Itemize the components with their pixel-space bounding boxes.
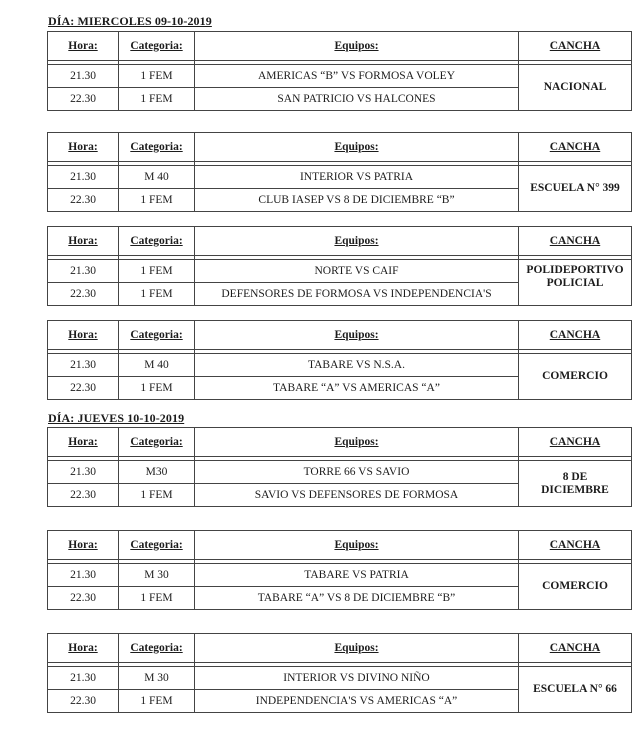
categoria-cell: M 30 xyxy=(119,667,195,690)
day-title-miercoles: DÍA: MIERCOLES 09-10-2019 xyxy=(48,14,212,28)
categoria-cell: 1 FEM xyxy=(119,189,195,212)
equipos-cell: TORRE 66 VS SAVIO xyxy=(195,461,519,484)
cancha-header: CANCHA xyxy=(519,227,632,256)
categoria-header: Categoria: xyxy=(119,32,195,61)
cancha-cell: ESCUELA N° 399 xyxy=(519,166,632,212)
cancha-header: CANCHA xyxy=(519,428,632,457)
schedule-table xyxy=(47,132,632,212)
cancha-cell: COMERCIO xyxy=(519,354,632,400)
hora-header: Hora: xyxy=(48,227,119,256)
header-row xyxy=(48,227,632,256)
hora-header: Hora: xyxy=(48,133,119,162)
categoria-cell: 1 FEM xyxy=(119,690,195,713)
cancha-header: CANCHA xyxy=(519,634,632,663)
hora-cell: 21.30 xyxy=(48,166,119,189)
categoria-header: Categoria: xyxy=(119,133,195,162)
hora-cell: 22.30 xyxy=(48,88,119,111)
categoria-cell: 1 FEM xyxy=(119,587,195,610)
cancha-header: CANCHA xyxy=(519,321,632,350)
hora-cell: 21.30 xyxy=(48,65,119,88)
cancha-header: CANCHA xyxy=(519,133,632,162)
categoria-cell: M30 xyxy=(119,461,195,484)
schedule-table xyxy=(47,427,632,507)
equipos-header: Equipos: xyxy=(195,321,519,350)
hora-cell: 22.30 xyxy=(48,283,119,306)
equipos-cell: TABARE “A” VS AMERICAS “A” xyxy=(195,377,519,400)
categoria-cell: 1 FEM xyxy=(119,260,195,283)
table-row xyxy=(48,667,632,690)
equipos-cell: SAVIO VS DEFENSORES DE FORMOSA xyxy=(195,484,519,507)
cancha-cell: ESCUELA N° 66 xyxy=(519,667,632,713)
cancha-header: CANCHA xyxy=(519,32,632,61)
hora-header: Hora: xyxy=(48,634,119,663)
cancha-cell: 8 DE DICIEMBRE xyxy=(519,461,632,507)
hora-cell: 22.30 xyxy=(48,377,119,400)
header-row xyxy=(48,133,632,162)
header-row xyxy=(48,634,632,663)
categoria-cell: M 40 xyxy=(119,166,195,189)
cancha-cell: COMERCIO xyxy=(519,564,632,610)
hora-cell: 21.30 xyxy=(48,564,119,587)
hora-header: Hora: xyxy=(48,321,119,350)
hora-cell: 21.30 xyxy=(48,461,119,484)
categoria-cell: M 40 xyxy=(119,354,195,377)
categoria-header: Categoria: xyxy=(119,531,195,560)
table-row xyxy=(48,65,632,88)
categoria-cell: 1 FEM xyxy=(119,484,195,507)
day-title-jueves: DÍA: JUEVES 10-10-2019 xyxy=(48,411,185,425)
equipos-cell: INTERIOR VS DIVINO NIÑO xyxy=(195,667,519,690)
hora-header: Hora: xyxy=(48,531,119,560)
hora-cell: 22.30 xyxy=(48,587,119,610)
schedule-table xyxy=(47,530,632,610)
equipos-header: Equipos: xyxy=(195,32,519,61)
equipos-cell: CLUB IASEP VS 8 DE DICIEMBRE “B” xyxy=(195,189,519,212)
schedule-table xyxy=(47,320,632,400)
equipos-cell: TABARE VS N.S.A. xyxy=(195,354,519,377)
hora-cell: 21.30 xyxy=(48,667,119,690)
schedule-table xyxy=(47,31,632,111)
header-row xyxy=(48,428,632,457)
hora-cell: 22.30 xyxy=(48,484,119,507)
equipos-cell: SAN PATRICIO VS HALCONES xyxy=(195,88,519,111)
categoria-cell: 1 FEM xyxy=(119,283,195,306)
equipos-cell: INTERIOR VS PATRIA xyxy=(195,166,519,189)
categoria-header: Categoria: xyxy=(119,227,195,256)
categoria-cell: 1 FEM xyxy=(119,65,195,88)
categoria-cell: M 30 xyxy=(119,564,195,587)
hora-cell: 22.30 xyxy=(48,189,119,212)
hora-header: Hora: xyxy=(48,32,119,61)
table-row xyxy=(48,354,632,377)
equipos-cell: INDEPENDENCIA'S VS AMERICAS “A” xyxy=(195,690,519,713)
table-row xyxy=(48,564,632,587)
categoria-cell: 1 FEM xyxy=(119,377,195,400)
cancha-cell: NACIONAL xyxy=(519,65,632,111)
cancha-cell: POLIDEPORTIVO POLICIAL xyxy=(519,260,632,306)
header-row xyxy=(48,321,632,350)
equipos-header: Equipos: xyxy=(195,133,519,162)
hora-header: Hora: xyxy=(48,428,119,457)
schedule-table xyxy=(47,633,632,713)
hora-cell: 22.30 xyxy=(48,690,119,713)
equipos-cell: TABARE “A” VS 8 DE DICIEMBRE “B” xyxy=(195,587,519,610)
equipos-cell: AMERICAS “B” VS FORMOSA VOLEY xyxy=(195,65,519,88)
categoria-cell: 1 FEM xyxy=(119,88,195,111)
equipos-cell: TABARE VS PATRIA xyxy=(195,564,519,587)
hora-cell: 21.30 xyxy=(48,260,119,283)
table-row xyxy=(48,260,632,283)
hora-cell: 21.30 xyxy=(48,354,119,377)
cancha-header: CANCHA xyxy=(519,531,632,560)
categoria-header: Categoria: xyxy=(119,321,195,350)
equipos-cell: NORTE VS CAIF xyxy=(195,260,519,283)
header-row xyxy=(48,531,632,560)
equipos-header: Equipos: xyxy=(195,531,519,560)
table-row xyxy=(48,166,632,189)
schedule-table xyxy=(47,226,632,306)
table-row xyxy=(48,461,632,484)
equipos-header: Equipos: xyxy=(195,428,519,457)
header-row xyxy=(48,32,632,61)
equipos-cell: DEFENSORES DE FORMOSA VS INDEPENDENCIA'S xyxy=(195,283,519,306)
categoria-header: Categoria: xyxy=(119,428,195,457)
equipos-header: Equipos: xyxy=(195,634,519,663)
categoria-header: Categoria: xyxy=(119,634,195,663)
equipos-header: Equipos: xyxy=(195,227,519,256)
